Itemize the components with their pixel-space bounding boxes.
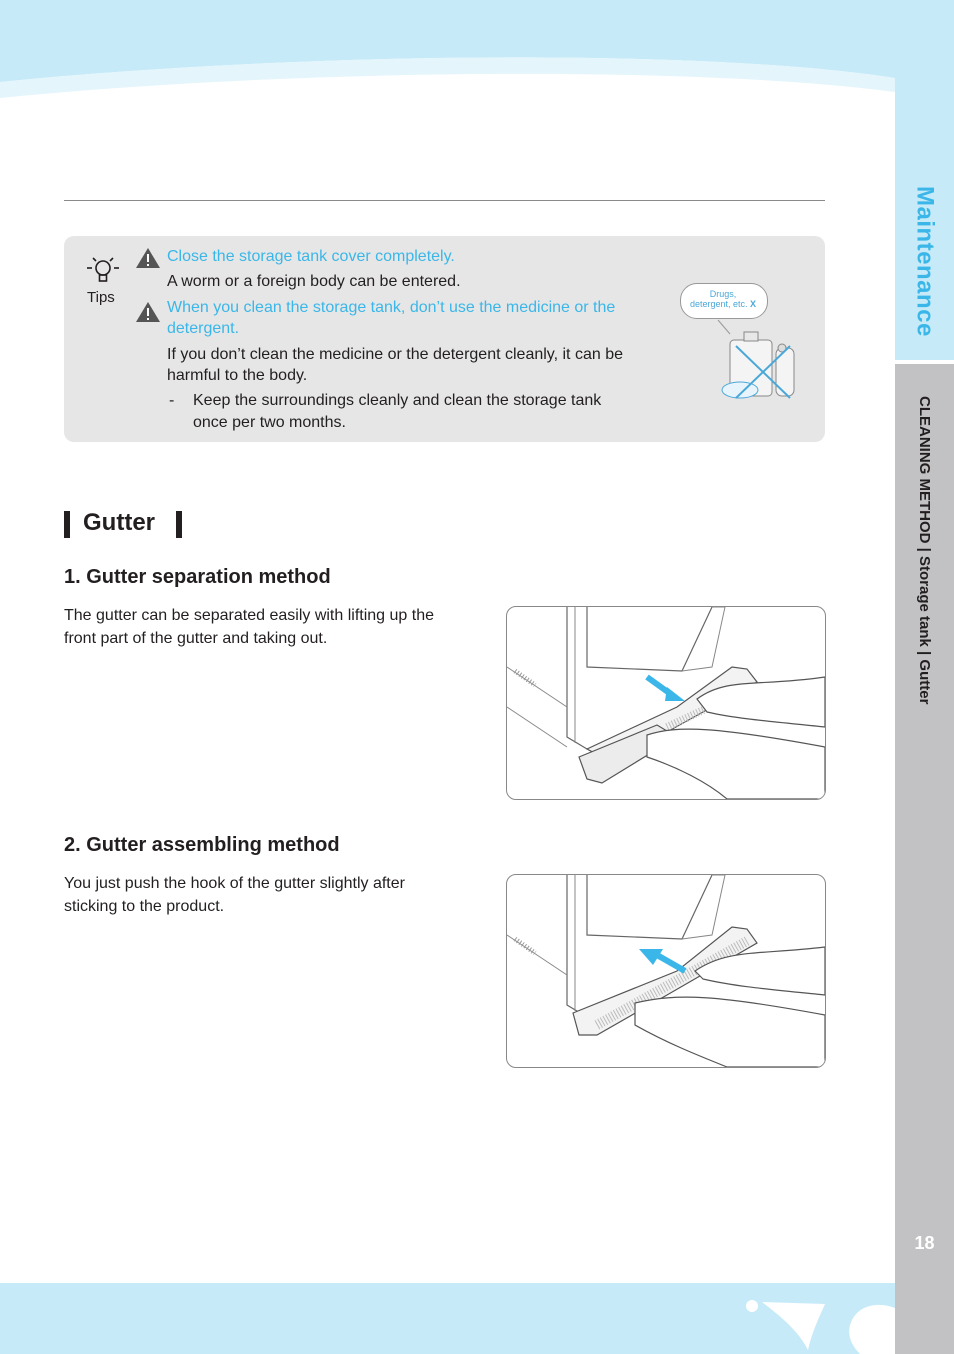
- gutter-separation-image: [506, 606, 826, 800]
- top-decor-band: [0, 0, 954, 120]
- side-tab-title: Maintenance: [911, 186, 939, 337]
- tip-bullet-line1: Keep the surroundings cleanly and clean the storage tank: [193, 392, 602, 409]
- bubble-line-1: Drugs,: [709, 289, 737, 299]
- section-title: Gutter: [83, 509, 155, 536]
- section-bar-right: [176, 511, 182, 538]
- step1-line2: front part of the gutter and taking out.: [64, 630, 328, 647]
- tip-bullet-line2: once per two months.: [193, 414, 346, 431]
- side-tab-maintenance: [895, 0, 954, 360]
- step1-line1: The gutter can be separated easily with lifting up the: [64, 607, 434, 624]
- detergent-bottle-illustration: [710, 318, 806, 404]
- tip-warning-2-line2: detergent.: [167, 320, 240, 337]
- tip-bullet-dash: -: [169, 392, 175, 409]
- gutter-assembly-drawing: [507, 875, 825, 1067]
- tip-note-2-line2: harmful to the body.: [167, 367, 308, 384]
- step2-line2: sticking to the product.: [64, 898, 225, 915]
- header-rule: [64, 200, 825, 201]
- step2-line1: You just push the hook of the gutter slightly after: [64, 875, 405, 892]
- warning-icon: [135, 246, 161, 270]
- tips-label: Tips: [87, 289, 115, 306]
- speech-bubble-text: [682, 289, 764, 309]
- side-tab-section-label: CLEANING METHOD | Storage tank | Gutter: [916, 396, 933, 705]
- page-number: 18: [914, 1233, 935, 1253]
- step2-title: 2. Gutter assembling method: [64, 834, 340, 856]
- lightbulb-icon: [85, 255, 121, 285]
- tip-note-2-line1: If you don’t clean the medicine or the detergent cleanly, it can be: [167, 346, 623, 363]
- warning-icon: [135, 300, 161, 324]
- bubble-x-mark: X: [750, 299, 757, 309]
- tip-note-1: A worm or a foreign body can be entered.: [167, 273, 461, 290]
- bubble-line-2: detergent, etc.: [689, 299, 748, 309]
- tip-warning-1: Close the storage tank cover completely.: [167, 248, 455, 265]
- section-bar-left: [64, 511, 70, 538]
- gutter-assembly-image: [506, 874, 826, 1068]
- tip-warning-2-line1: When you clean the storage tank, don’t use the medicine or the: [167, 299, 616, 316]
- water-drop-decor: [740, 1290, 895, 1354]
- side-tab-section: [895, 364, 954, 1354]
- gutter-separation-drawing: [507, 607, 825, 799]
- step1-title: 1. Gutter separation method: [64, 566, 331, 588]
